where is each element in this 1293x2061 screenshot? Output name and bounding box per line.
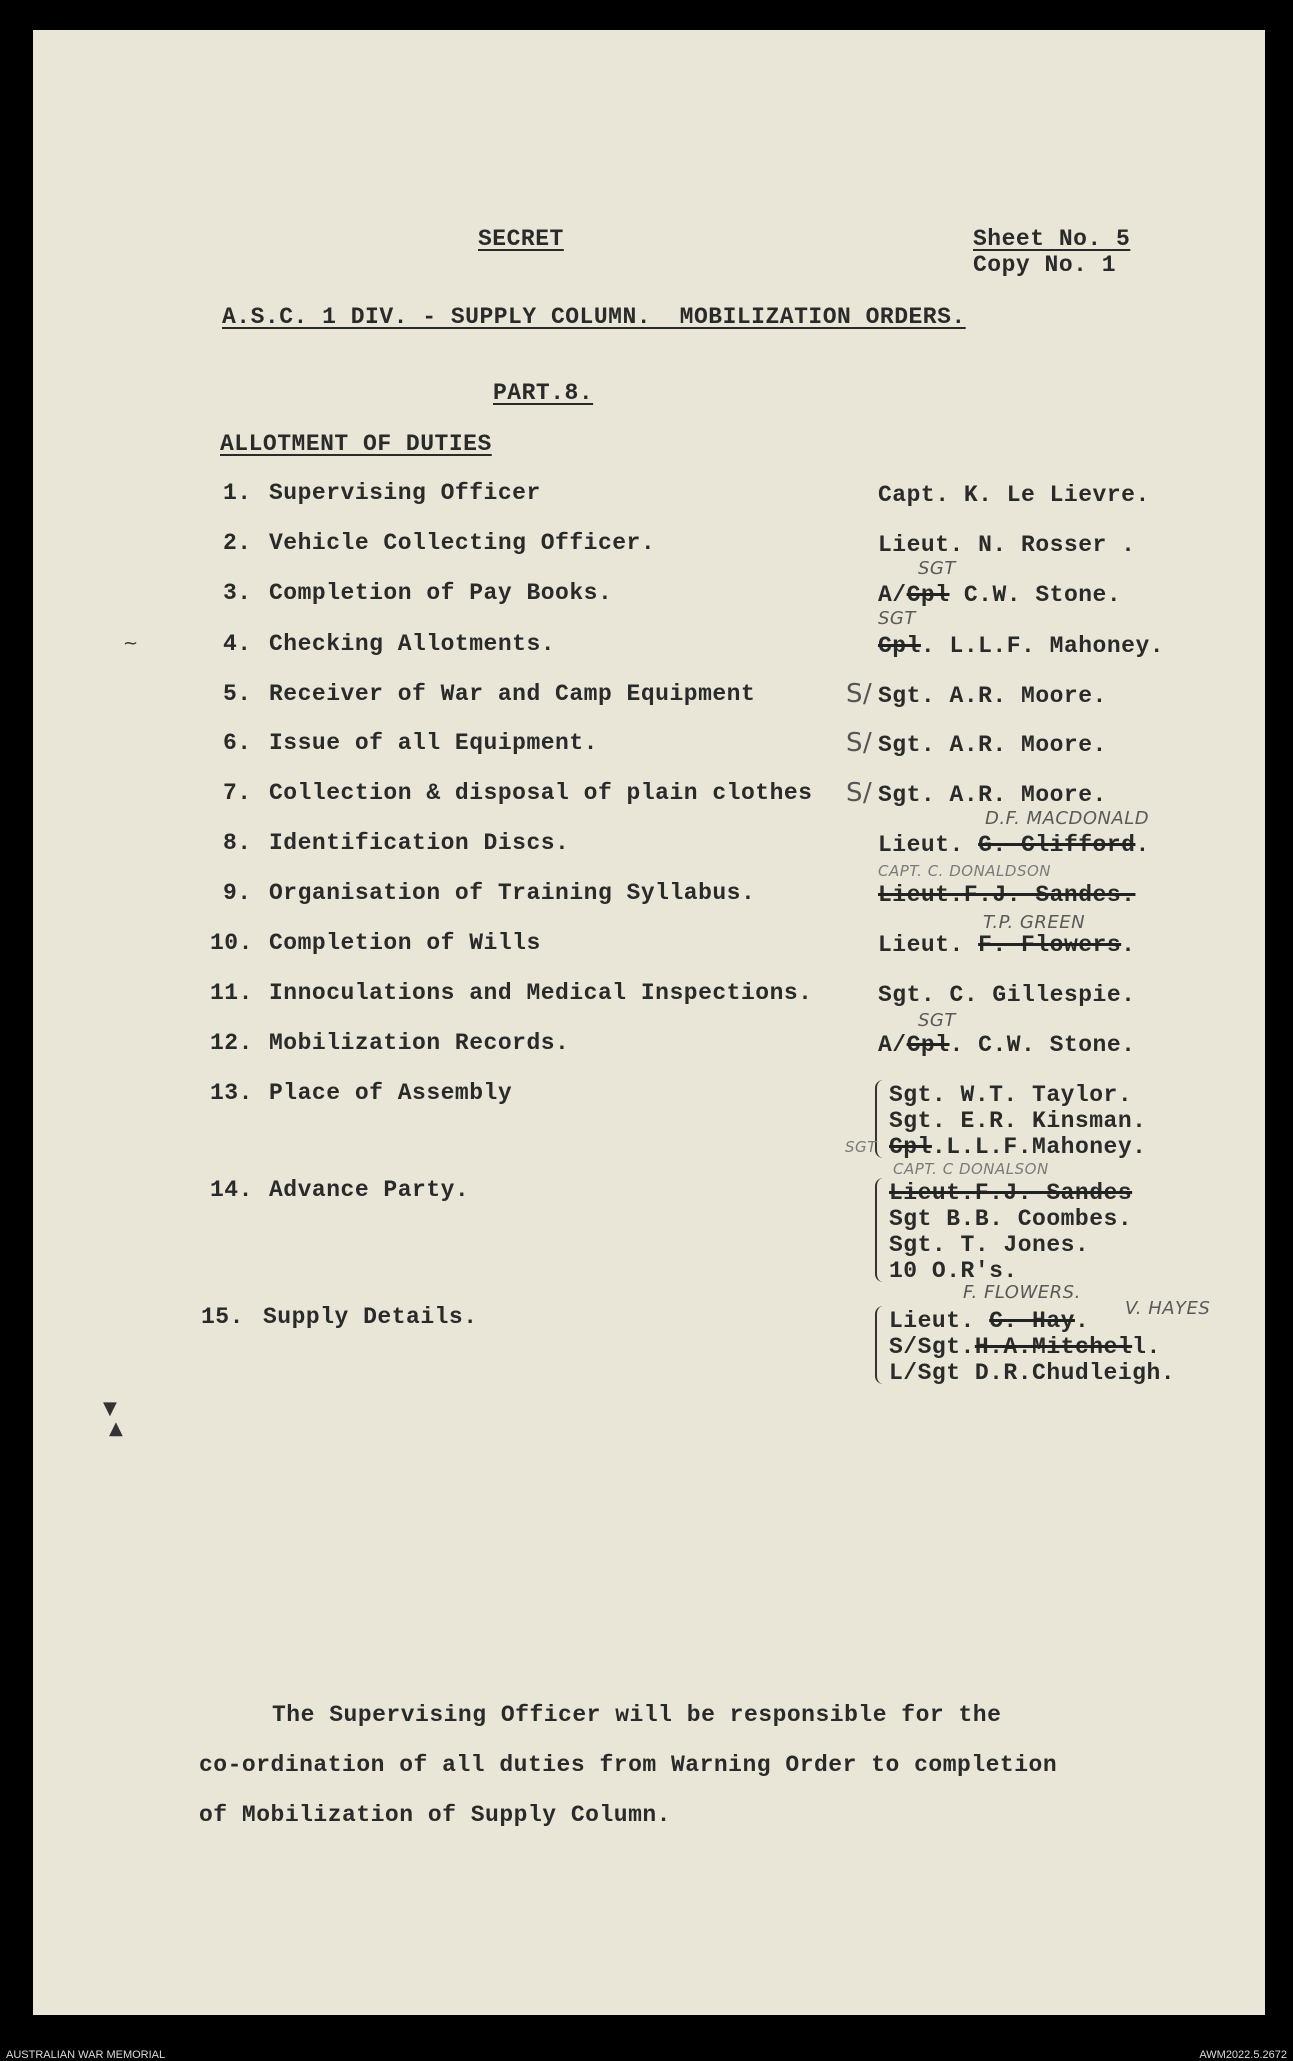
duty-assignee: A/Cpl C.W. Stone. [878,582,1122,608]
duty-description: Place of Assembly [269,1080,513,1106]
assignee-line: L/Sgt D.R.Chudleigh. [889,1360,1176,1386]
duty-number: 2. [223,530,252,556]
handwritten-prefix: S/ [846,728,873,758]
duty-number: 1. [223,480,252,506]
duty-number: 7. [223,780,252,806]
assignee-line: Cpl.L.L.F.Mahoney. [889,1134,1147,1160]
handwritten-name-annotation: CAPT. C. DONALDSON [878,862,1052,880]
stray-mark: ▼ [103,1398,117,1419]
closing-text-line: co-ordination of all duties from Warning Order to completion [199,1752,1058,1778]
stray-mark: ▲ [109,1418,123,1439]
handwritten-name-annotation: CAPT. C DONALSON [893,1160,1049,1178]
handwritten-name-annotation: V. HAYES [1125,1298,1211,1319]
duty-assignee: Sgt. A.R. Moore. [878,732,1107,758]
sheet-number: Sheet No. 5 [973,226,1131,252]
handwritten-rank-annotation: SGT [918,558,956,579]
classification-heading: SECRET [478,226,564,252]
duty-number: 14. [210,1177,253,1203]
duty-description: Collection & disposal of plain clothes [269,780,813,806]
section-heading: ALLOTMENT OF DUTIES [220,431,492,457]
grouping-brace [875,1306,885,1384]
duty-description: Supervising Officer [269,480,541,506]
duty-number: 9. [223,880,252,906]
assignee-line: Sgt. E.R. Kinsman. [889,1108,1147,1134]
duty-assignee: Sgt. A.R. Moore. [878,782,1107,808]
handwritten-prefix: S/ [846,778,873,808]
assignee-line: 10 O.R's. [889,1258,1018,1284]
copy-number: Copy No. 1 [973,252,1117,278]
duty-number: 3. [223,580,252,606]
duty-number: 8. [223,830,252,856]
assignee-line: Sgt. T. Jones. [889,1232,1090,1258]
duty-number: 12. [210,1030,253,1056]
archive-credit: AUSTRALIAN WAR MEMORIAL [6,2049,166,2061]
duty-description: Advance Party. [269,1177,470,1203]
duty-description: Issue of all Equipment. [269,730,598,756]
duty-assignee: A/Cpl. C.W. Stone. [878,1032,1136,1058]
duty-description: Supply Details. [263,1304,478,1330]
handwritten-rank-annotation: SGT [845,1138,877,1156]
closing-text-line: The Supervising Officer will be responsible for the [272,1702,1002,1728]
duty-number: 5. [223,681,252,707]
duty-assignee: Capt. K. Le Lievre. [878,482,1150,508]
duty-description: Identification Discs. [269,830,570,856]
assignee-line: Sgt B.B. Coombes. [889,1206,1133,1232]
handwritten-name-annotation: T.P. GREEN [983,912,1086,933]
handwritten-rank-annotation: SGT [918,1010,956,1031]
duty-number: 13. [210,1080,253,1106]
duty-assignee: Lieut.F.J. Sandes. [878,882,1136,908]
duty-description: Mobilization Records. [269,1030,570,1056]
document-page [33,30,1265,2015]
duty-description: Completion of Pay Books. [269,580,613,606]
duty-description: Checking Allotments. [269,631,556,657]
assignee-line: Sgt. W.T. Taylor. [889,1082,1133,1108]
handwritten-prefix: S/ [846,679,873,709]
handwritten-name-annotation: F. FLOWERS. [963,1282,1081,1303]
handwritten-name-annotation: D.F. MACDONALD [985,808,1150,829]
grouping-brace [875,1178,885,1282]
assignee-line: Lieut.F.J. Sandes [889,1180,1133,1206]
assignee-line: S/Sgt.H.A.Mitchell. [889,1334,1161,1360]
archive-reference: AWM2022.5.2672 [1199,2049,1287,2061]
duty-assignee: Lieut. F. Flowers. [878,932,1136,958]
duty-assignee: Lieut. N. Rosser . [878,532,1136,558]
duty-number: 4. [223,631,252,657]
duty-number: 10. [210,930,253,956]
duty-assignee: Lieut. G. Clifford. [878,832,1150,858]
duty-number: 15. [201,1304,244,1330]
duty-description: Vehicle Collecting Officer. [269,530,656,556]
duty-assignee: Sgt. A.R. Moore. [878,683,1107,709]
duty-description: Receiver of War and Camp Equipment [269,681,756,707]
part-number: PART.8. [493,380,594,406]
duty-description: Completion of Wills [269,930,541,956]
duty-assignee: Sgt. C. Gillespie. [878,982,1136,1008]
assignee-line: Lieut. C. Hay. [889,1308,1090,1334]
duty-number: 6. [223,730,252,756]
closing-text-line: of Mobilization of Supply Column. [199,1802,671,1828]
stray-mark: ~ [123,633,139,654]
handwritten-rank-annotation: SGT [878,608,916,629]
duty-assignee: Cpl. L.L.F. Mahoney. [878,633,1165,659]
document-title: A.S.C. 1 DIV. - SUPPLY COLUMN. MOBILIZATION ORDERS. [222,304,966,330]
duty-description: Organisation of Training Syllabus. [269,880,756,906]
duty-description: Innoculations and Medical Inspections. [269,980,813,1006]
duty-number: 11. [210,980,253,1006]
